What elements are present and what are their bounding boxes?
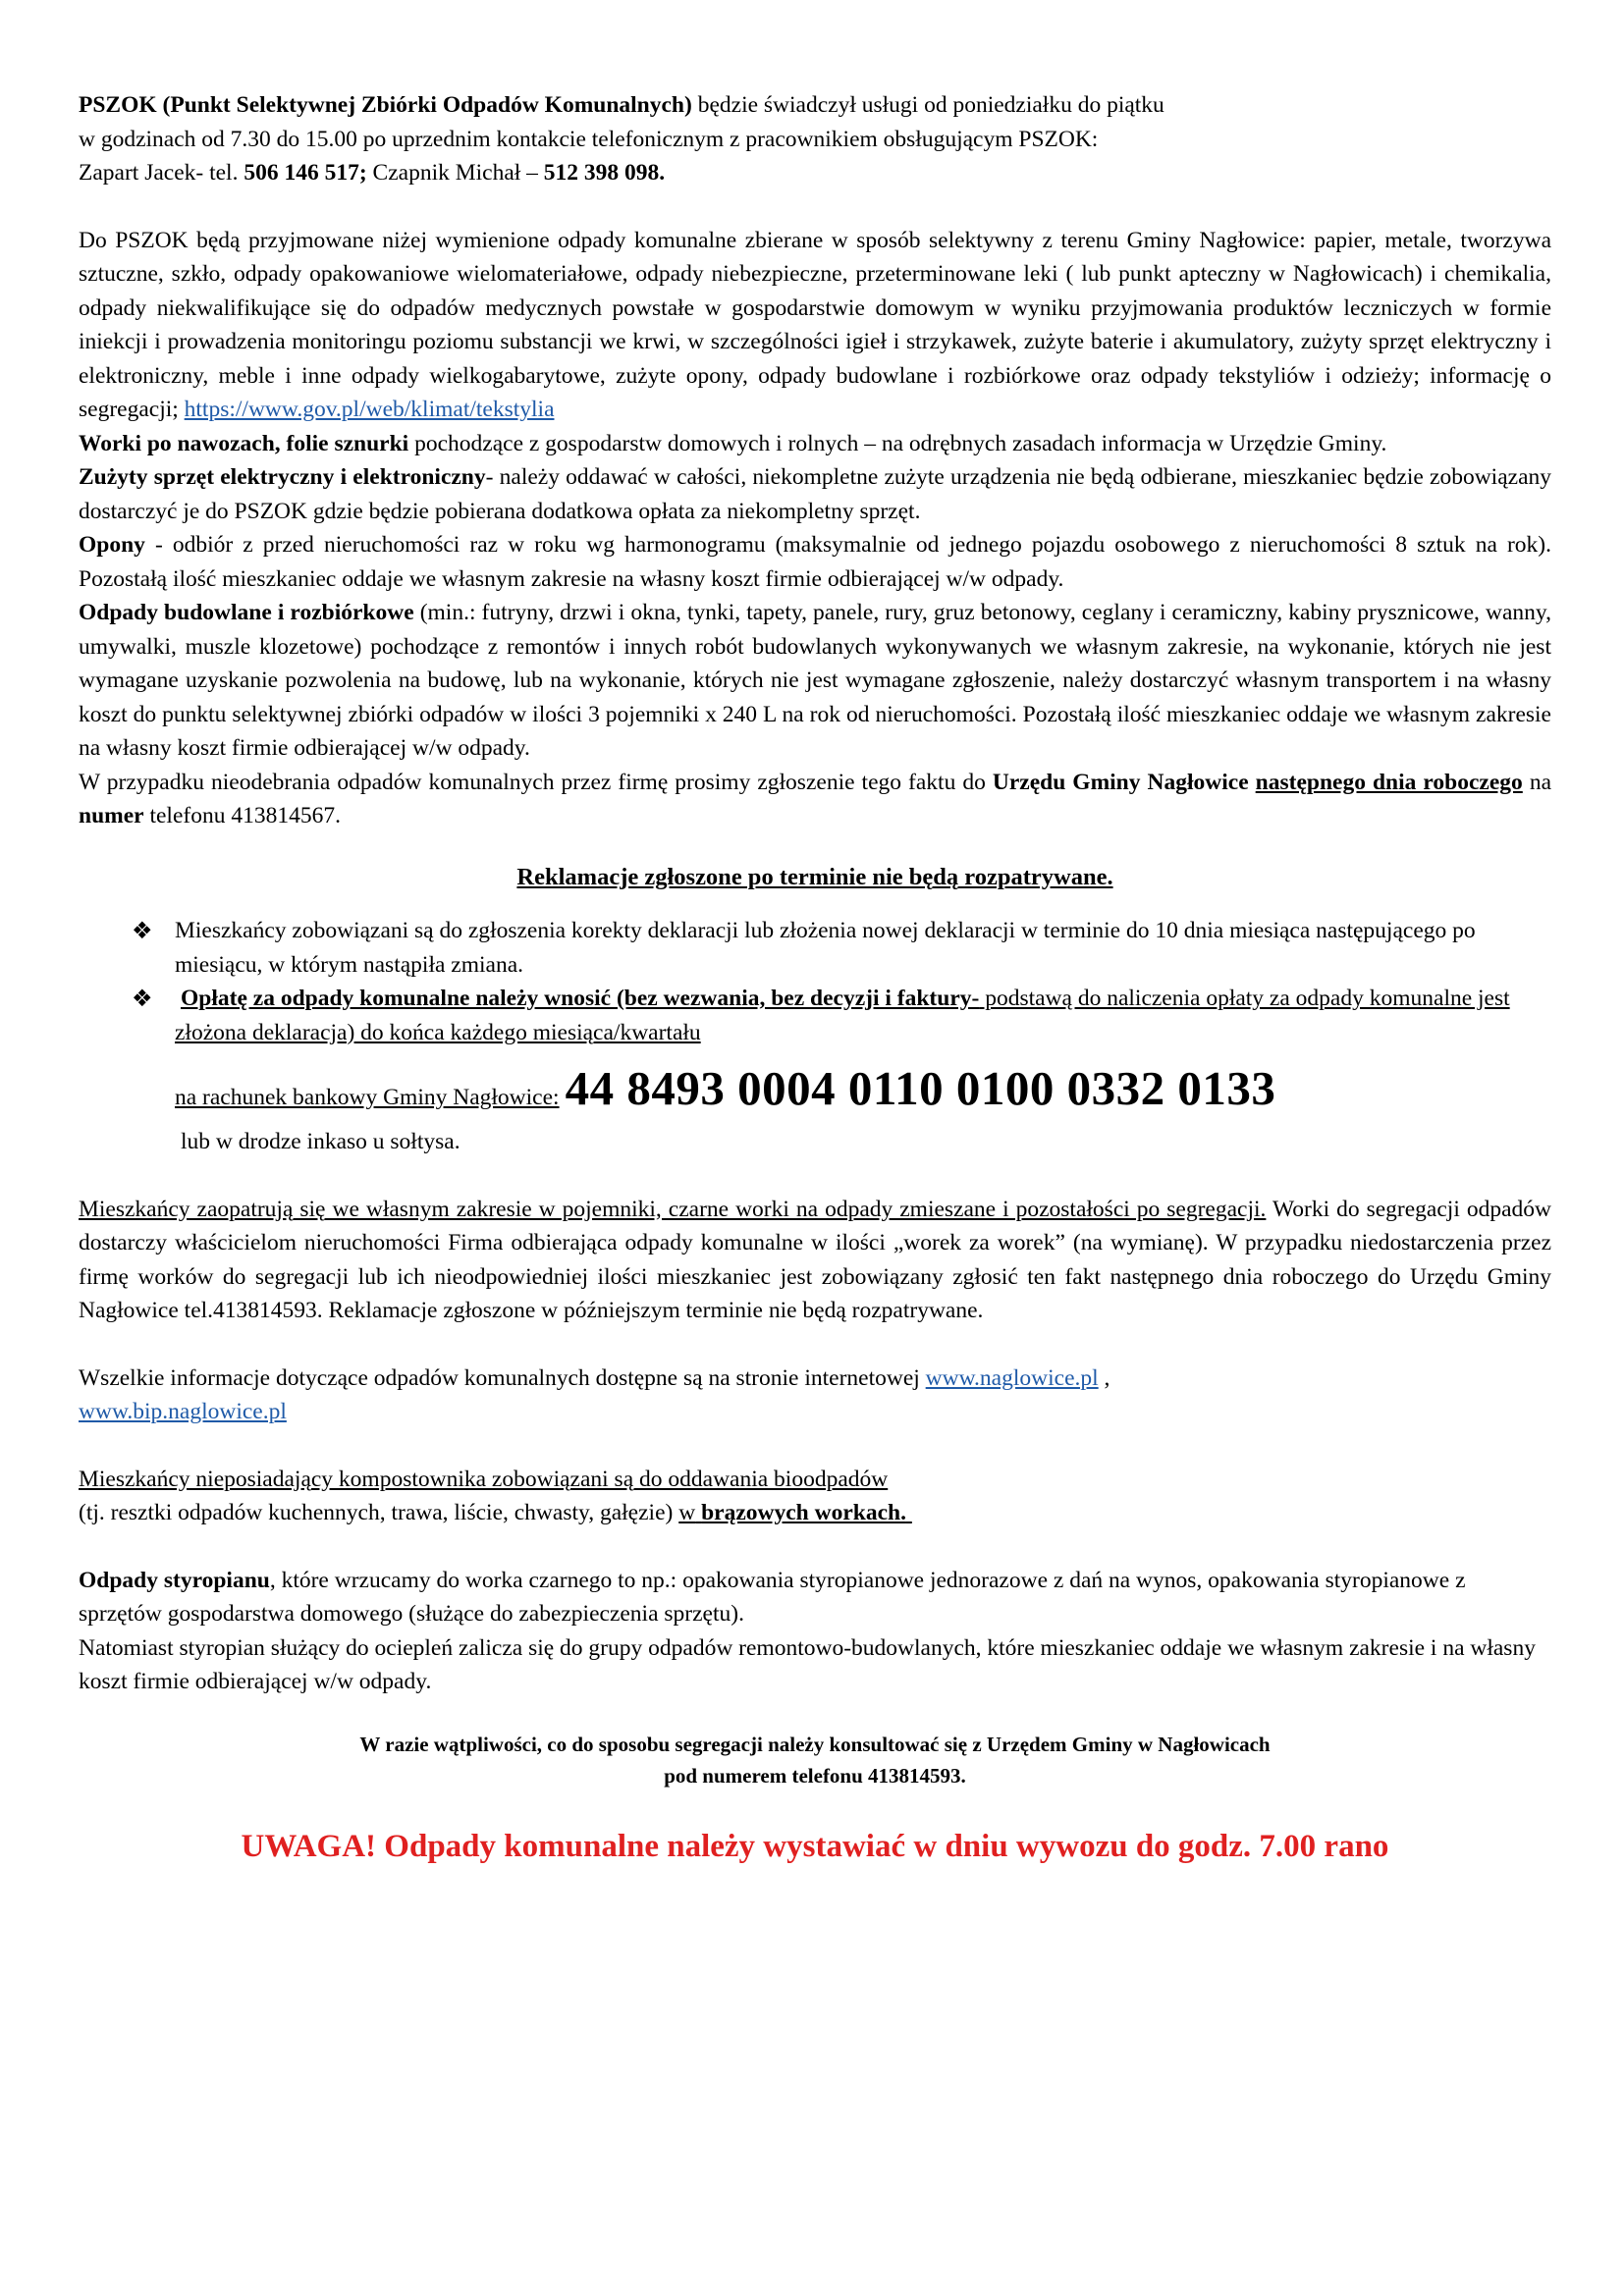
fertilizer-bags-heading: Worki po nawozach, folie sznurki (79, 430, 409, 456)
accepted-waste-text: Do PSZOK będą przyjmowane niżej wymienione odpady komunalne zbierane w sposób selektywny z terenu Gminy Nagłowice: papier, metale, tworzywa sztuczne, szkło, odpady opakowaniowe wielomateriałowe, odpady niebezpieczne, przeterminowane leki ( lub punkt apteczny w Nagłowicach) i chemikalia, odpady niekwalifikujące się do odpadów medycznych powstałe w gospodarstwie domowym w wyniku przyjmowania produktów leczniczych w formie iniekcji i prowadzenia monitoringu poziomu substancji we krwi, w szczególności igieł i strzykawek, zużyte baterie i akumulatory, zużyty sprzęt elektryczny i elektroniczny, meble i inne odpady wielkogabarytowe, zużyte opony, odpady budowlane i rozbiórkowe oraz odpady tekstyliów i odzieży; informację o segregacji; (79, 227, 1551, 422)
complaints-notice-text: Reklamacje zgłoszone po terminie nie będą rozpatrywane. (516, 863, 1113, 890)
number-word: numer (79, 803, 144, 828)
styrofoam-paragraph (79, 1564, 1551, 1699)
styrofoam-text: , które wrzucamy do worka czarnego to np.: opakowania styropianowe jednorazowe z dań na wynos, opakowania styropianowe z sprzętów gospodarstwa domowego (służące do zabezpieczenia sprzętu). (79, 1567, 1466, 1627)
next-working-day: następnego dnia roboczego (1255, 769, 1523, 795)
styrofoam-heading: Odpady styropianu (79, 1567, 270, 1593)
pszok-hours-text: będzie świadczył usługi od poniedziałku do piątku (691, 92, 1164, 118)
tyres-heading: Opony (79, 532, 145, 558)
electronics-heading: Zużyty sprzęt elektryczny i elektroniczny (79, 464, 486, 490)
bank-account-label: na rachunek bankowy Gminy Nagłowice: (175, 1085, 560, 1110)
containers-text: Worki do segregacji odpadów dostarczy właścicielom nieruchomości Firma odbierająca odpady komunalne w ilości „worek za worek” (na wymianę). W przypadku niedostarczenia przez firmę worków do segregacji lub ich nieodpowiedniej ilości mieszkaniec jest zobowiązany zgłosić ten fakt następnego dnia roboczego do Urzędu Gminy Nagłowice tel.413814593. Reklamacje zgłoszone w późniejszym terminie nie będą rozpatrywane. (79, 1196, 1551, 1323)
pszok-contact-text: w godzinach od 7.30 do 15.00 po uprzednim kontakcie telefonicznym z pracownikiem obsługującym PSZOK: (79, 126, 1099, 152)
contact-person-1: Zapart Jacek- tel. (79, 160, 244, 186)
bio-waste-text: (tj. resztki odpadów kuchennych, trawa, liście, chwasty, gałęzie) (79, 1500, 679, 1525)
declaration-correction-text: Mieszkańcy zobowiązani są do zgłoszenia korekty deklaracji lub złożenia nowej deklaracji w terminie do 10 dnia miesiąca następującego po miesiącu, w którym nastąpiła zmiana. (175, 918, 1476, 978)
star-diamond-bullet-icon: ❖ (132, 917, 153, 944)
bank-account-line (175, 1061, 1551, 1125)
fertilizer-bags-text: pochodzące z gospodarstw domowych i rolnych – na odrębnych zasadach informacja w Urzędzie Gminy. (408, 430, 1387, 456)
office-name: Urzędu Gminy Nagłowice (992, 769, 1249, 795)
bip-website-link[interactable]: www.bip.naglowice.pl (79, 1399, 287, 1424)
construction-waste-paragraph (79, 596, 1551, 766)
fee-payment-heading: Opłatę za odpady komunalne należy wnosić (bez wezwania, bez decyzji i faktury- (181, 986, 980, 1011)
fertilizer-bags-paragraph (79, 427, 1551, 461)
construction-waste-heading: Odpady budowlane i rozbiórkowe (79, 600, 414, 625)
pszok-title: PSZOK (Punkt Selektywnej Zbiórki Odpadów Komunalnych) (79, 92, 692, 118)
bio-waste-underlined-text: Mieszkańcy nieposiadający kompostownika zobowiązani są do oddawania bioodpadów (79, 1466, 889, 1492)
construction-waste-text: (min.: futryny, drzwi i okna, tynki, tapety, panele, rury, gruz betonowy, ceglany i ceramiczny, kabiny prysznicowe, wanny, umywalki, muszle klozetowe) pochodzące z remontów i innych robót budowlanych wykonywanych we własnym zakresie, na wykonanie, których nie jest wymagane uzyskanie pozwolenia na budowę, lub na wykonanie, których nie jest wymagane zgłoszenie, należy dostarczyć własnym transportem i na własny koszt do punktu selektywnej zbiórki odpadów w ilości 3 pojemniki x 240 L na rok od nieruchomości. Pozostałą ilość mieszkaniec oddaje we własnym zakresie na własny koszt firmie odbierającej w/w odpady. (79, 600, 1551, 761)
info-links-text: Wszelkie informacje dotyczące odpadów komunalnych dostępne są na stronie internetowej (79, 1364, 926, 1391)
warning-notice: UWAGA! Odpady komunalne należy wystawiać w dniu wywozu do godz. 7.00 rano (241, 1828, 1389, 1864)
phone-number-2: 512 398 098. (543, 160, 666, 186)
bank-account-number: 44 8493 0004 0110 0100 0332 0133 (565, 1061, 1276, 1115)
tyres-paragraph (79, 528, 1551, 596)
link-separator: , (1098, 1364, 1110, 1391)
list-item (132, 914, 1551, 982)
consultation-line-2: pod numerem telefonu 413814593. (664, 1763, 966, 1788)
star-diamond-bullet-icon: ❖ (132, 985, 153, 1012)
bio-waste-paragraph (79, 1463, 1551, 1530)
consultation-notice (79, 1729, 1551, 1791)
pszok-paragraph (79, 88, 1551, 190)
naglowice-website-link[interactable]: www.naglowice.pl (925, 1364, 1099, 1391)
info-links-paragraph (79, 1362, 1551, 1429)
tyres-text: - odbiór z przed nieruchomości raz w roku wg harmonogramu (maksymalnie od jednego pojazdu osobowego z nieruchomości 8 sztuk na rok). Pozostałą ilość mieszkaniec oddaje we własnym zakresie na własny koszt firmie odbierającej w/w odpady. (79, 532, 1551, 592)
textiles-info-link[interactable]: https://www.gov.pl/web/klimat/tekstylia (184, 397, 555, 422)
document-body (79, 88, 1551, 1868)
brown-bags-text: brązowych workach. (701, 1500, 906, 1525)
contact-person-2: Czapnik Michał – (366, 160, 544, 186)
list-item (132, 982, 1551, 1159)
electronics-text: - należy oddawać w całości, niekompletne zużyte urządzenia nie będą odbierane, mieszkaniec będzie zobowiązany dostarczyć je do PSZOK gdzie będzie pobierana dodatkowa opłata za niekompletny sprzęt. (79, 464, 1551, 524)
missed-collection-text: W przypadku nieodebrania odpadów komunalnych przez firmę prosimy zgłoszenie tego faktu do (79, 769, 993, 795)
obligations-list (79, 914, 1551, 1159)
phone-number-1: 506 146 517; (244, 160, 367, 186)
missed-collection-paragraph (79, 766, 1551, 833)
consultation-line-1: W razie wątpliwości, co do sposobu segregacji należy konsultować się z Urzędem Gminy w Nagłowicach (359, 1732, 1271, 1756)
insulation-styrofoam-text: Natomiast styropian służący do ociepleń zalicza się do grupy odpadów remontowo-budowlanych, które mieszkaniec oddaje we własnym zakresie i na własny koszt firmie odbierającej w/w odpady. (79, 1634, 1536, 1694)
fee-payment-text: podstawą do naliczenia opłaty za odpady komunalne jest złożona deklaracja) do końca każdego miesiąca/kwartału (175, 986, 1510, 1045)
complaints-notice (79, 861, 1551, 895)
pszok-accepted-waste-paragraph (79, 224, 1551, 427)
inkaso-text: lub w drodze inkaso u sołtysa. (181, 1129, 460, 1154)
containers-underlined-text: Mieszkańcy zaopatrują się we własnym zakresie w pojemniki, czarne worki na odpady zmieszane i pozostałości po segregacji. (79, 1196, 1267, 1222)
electronics-paragraph (79, 460, 1551, 528)
missed-collection-phone: telefonu 413814567. (143, 803, 341, 828)
containers-paragraph (79, 1193, 1551, 1328)
bio-waste-w: w (678, 1500, 696, 1525)
missed-collection-text-2: na (1522, 769, 1552, 795)
